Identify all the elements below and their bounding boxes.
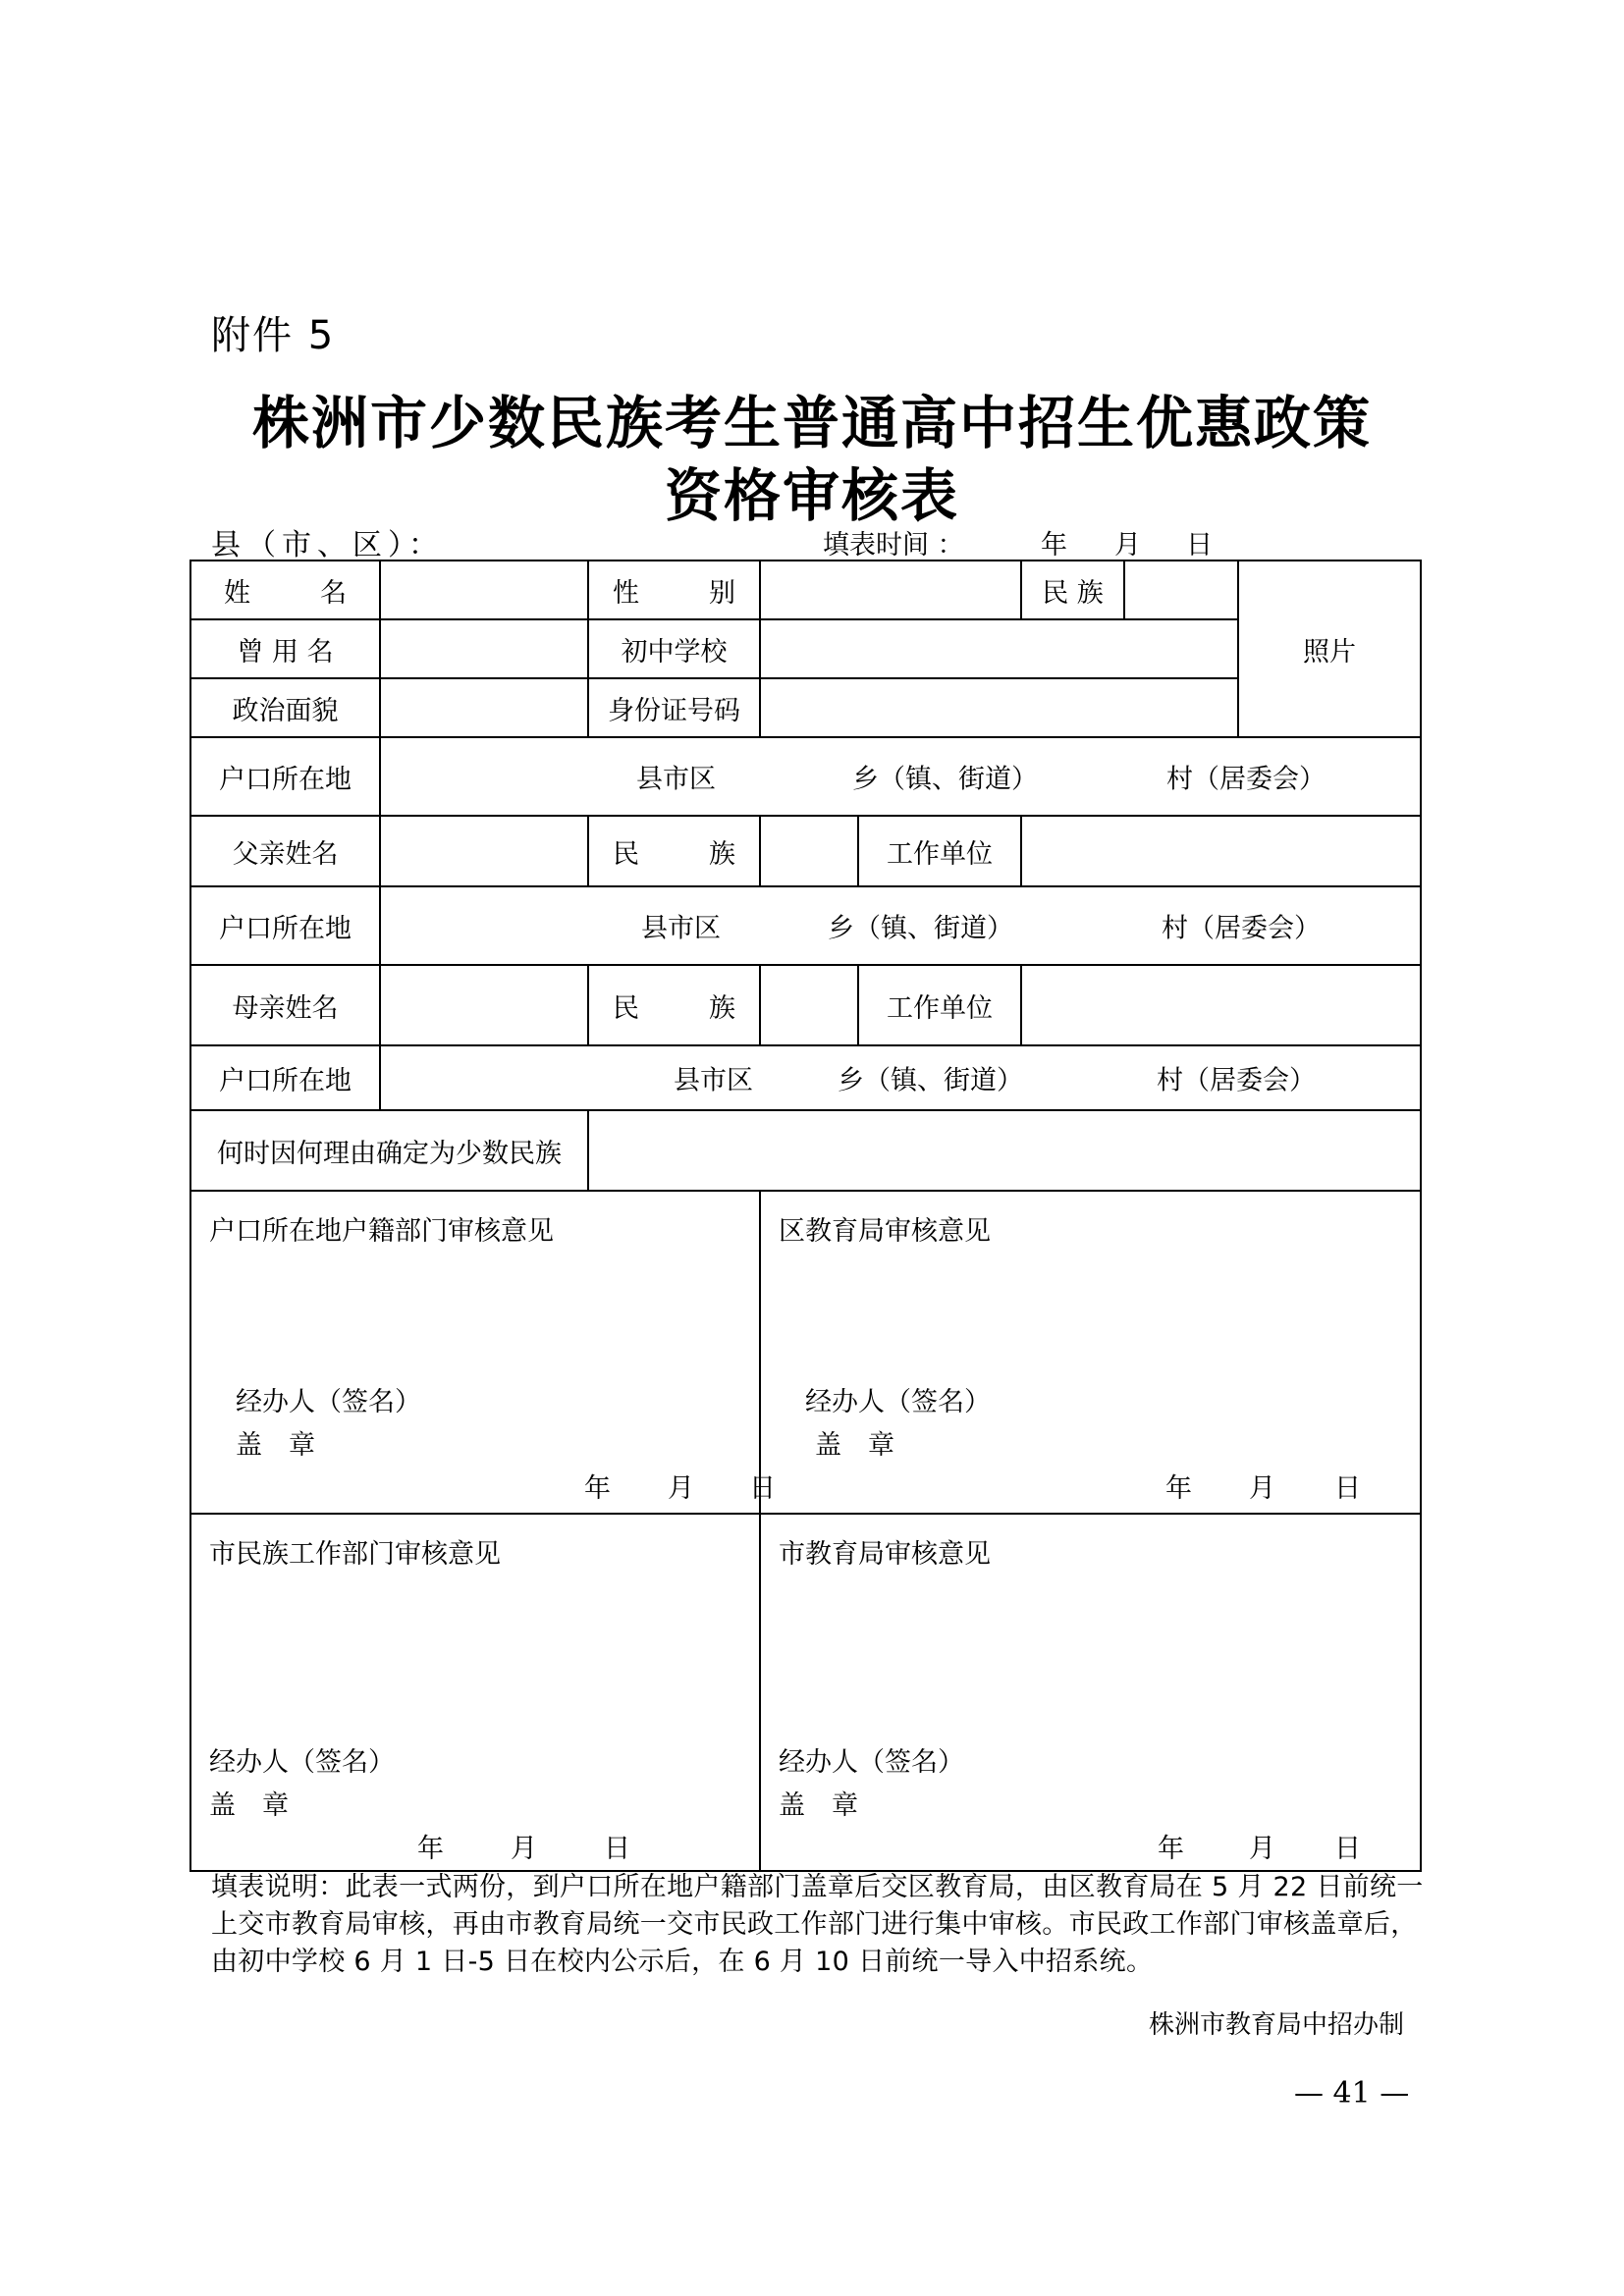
- middle-school-field[interactable]: [760, 619, 1238, 678]
- review-day: 日: [1334, 1473, 1361, 1504]
- review-month: 月: [511, 1834, 537, 1864]
- name-label: 姓 名: [190, 561, 380, 619]
- township-text: 乡（镇、街道）: [852, 764, 1038, 795]
- review-year: 年: [1165, 1473, 1192, 1504]
- review-year: 年: [417, 1834, 444, 1864]
- attachment-label: 附件 5: [211, 313, 336, 358]
- review-month: 月: [1249, 1473, 1275, 1504]
- fill-instructions: 填表说明：此表一式两份，到户口所在地户籍部门盖章后交区教育局，由区教育局在 5 月 22 日前统一上交市教育局审核，再由市教育局统一交市民政工作部门进行集中审核。市民政工作部门审核盖章后，由初中学校 6 月 1 日-5 日在校内公示后，在 6 月 10 日前统一导入中招系统。: [211, 1872, 1424, 1977]
- mother-work-unit-label: 工作单位: [858, 965, 1021, 1045]
- mother-name-field[interactable]: [380, 965, 588, 1045]
- hukou-dept-review-title: 户口所在地户籍部门审核意见: [209, 1216, 554, 1247]
- county-text: 县市区: [636, 764, 716, 795]
- former-name-label: 曾 用 名: [190, 619, 380, 678]
- former-name-field[interactable]: [380, 619, 588, 678]
- fill-time-label: 填表时间 ：: [823, 530, 964, 561]
- fill-time-day: 日: [1186, 530, 1213, 561]
- mother-hukou-label: 户口所在地: [190, 1045, 380, 1110]
- father-ethnicity-label: 民 族: [588, 816, 760, 886]
- mother-ethnicity-label: 民 族: [588, 965, 760, 1045]
- political-status-label: 政治面貌: [190, 678, 380, 737]
- student-hukou-label: 户口所在地: [190, 737, 380, 816]
- photo-label: 照片: [1303, 636, 1356, 667]
- seal-label: 盖 章: [236, 1430, 315, 1461]
- father-work-unit-field[interactable]: [1021, 816, 1421, 886]
- county-text: 县市区: [641, 913, 721, 944]
- review-day: 日: [1334, 1834, 1361, 1864]
- political-status-field[interactable]: [380, 678, 588, 737]
- page-number: — 41 —: [1294, 2076, 1410, 2110]
- review-month: 月: [1249, 1834, 1275, 1864]
- when-why-label: 何时因何理由确定为少数民族: [190, 1110, 588, 1191]
- form-title-line2: 资格审核表: [664, 462, 959, 529]
- form-title-line1: 株洲市少数民族考生普通高中招生优惠政策: [251, 390, 1372, 456]
- county-label: 县（市、区）：: [211, 528, 444, 562]
- township-text: 乡（镇、街道）: [838, 1065, 1023, 1096]
- review-year: 年: [1158, 1834, 1184, 1864]
- county-text: 县市区: [674, 1065, 753, 1096]
- id-number-label: 身份证号码: [588, 678, 760, 737]
- village-text: 村（居委会）: [1157, 1065, 1316, 1096]
- father-name-label: 父亲姓名: [190, 816, 380, 886]
- village-text: 村（居委会）: [1166, 764, 1326, 795]
- review-year: 年: [584, 1473, 611, 1504]
- mother-hukou-field[interactable]: [380, 1045, 1421, 1110]
- hukou-dept-review-box[interactable]: [190, 1191, 776, 1514]
- mother-ethnicity-field[interactable]: [760, 965, 858, 1045]
- father-hukou-label: 户口所在地: [190, 886, 380, 965]
- middle-school-label: 初中学校: [588, 619, 760, 678]
- handler-signature-label: 经办人（签名）: [805, 1387, 991, 1417]
- student-hukou-field[interactable]: [380, 737, 1421, 816]
- district-edu-review-title: 区教育局审核意见: [779, 1216, 991, 1247]
- when-why-field[interactable]: [588, 1110, 1421, 1191]
- father-hukou-field[interactable]: [380, 886, 1421, 965]
- review-month: 月: [668, 1473, 694, 1504]
- father-name-field[interactable]: [380, 816, 588, 886]
- father-ethnicity-field[interactable]: [760, 816, 858, 886]
- ethnicity-label: 民 族: [1021, 561, 1124, 619]
- handler-signature-label: 经办人（签名）: [209, 1747, 395, 1778]
- city-ethnic-review-title: 市民族工作部门审核意见: [209, 1539, 501, 1570]
- village-text: 村（居委会）: [1162, 913, 1321, 944]
- fill-time-month: 月: [1114, 530, 1141, 561]
- seal-label: 盖 章: [779, 1790, 858, 1821]
- city-edu-review-title: 市教育局审核意见: [779, 1539, 991, 1570]
- ethnicity-field[interactable]: [1124, 561, 1238, 619]
- father-work-unit-label: 工作单位: [858, 816, 1021, 886]
- city-ethnic-review-box[interactable]: [190, 1514, 760, 1871]
- township-text: 乡（镇、街道）: [828, 913, 1013, 944]
- name-field[interactable]: [380, 561, 588, 619]
- gender-label: 性 别: [588, 561, 760, 619]
- fill-time-year: 年: [1041, 530, 1067, 561]
- mother-work-unit-field[interactable]: [1021, 965, 1421, 1045]
- handler-signature-label: 经办人（签名）: [779, 1747, 964, 1778]
- id-number-field[interactable]: [760, 678, 1238, 737]
- review-day: 日: [749, 1473, 776, 1504]
- issuer-label: 株洲市教育局中招办制: [1149, 2010, 1405, 2040]
- photo-box[interactable]: [1238, 561, 1421, 737]
- handler-signature-label: 经办人（签名）: [236, 1387, 421, 1417]
- city-edu-review-box[interactable]: [760, 1514, 1421, 1871]
- district-edu-review-box[interactable]: [760, 1191, 1421, 1514]
- review-day: 日: [604, 1834, 630, 1864]
- seal-label: 盖 章: [209, 1790, 289, 1821]
- mother-name-label: 母亲姓名: [190, 965, 380, 1045]
- seal-label: 盖 章: [815, 1430, 894, 1461]
- qualification-review-table: [189, 560, 1422, 1872]
- gender-field[interactable]: [760, 561, 1021, 619]
